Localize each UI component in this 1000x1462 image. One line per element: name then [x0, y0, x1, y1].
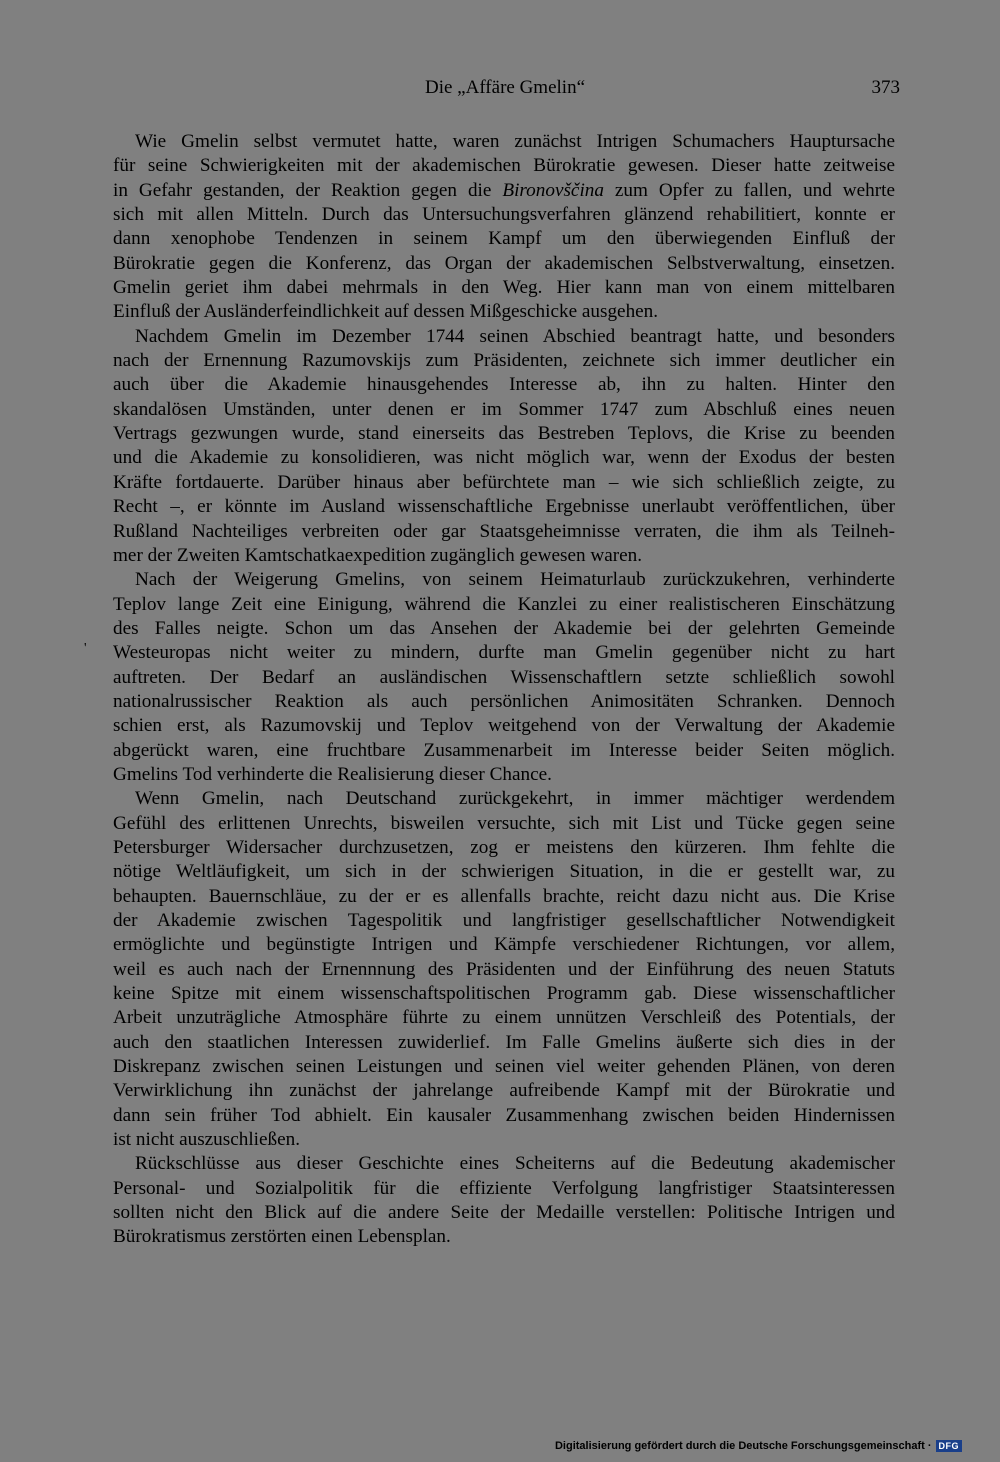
text-line: Westeuropas nicht weiter zu mindern, durfte man Gmelin gegenüber nicht zu hart	[113, 642, 895, 664]
text-line: Gmelin geriet ihm dabei mehrmals in den Weg. Hier kann man von einem mittelbaren	[113, 277, 895, 299]
footer-credit: Digitalisierung gefördert durch die Deutsche Forschungsgemeinschaft ·	[554, 1440, 932, 1452]
text-line: Arbeit unzuträgliche Atmosphäre führte zu einem unnützen Verschleiß des Potentials, der	[113, 1007, 895, 1029]
text-line: abgerückt waren, eine fruchtbare Zusammenarbeit im Interesse beider Seiten möglich.	[113, 739, 895, 761]
text-line: Gefühl des erlittenen Unrechts, bisweilen versuchte, sich mit List und Tücke gegen seine	[113, 812, 895, 834]
text-line: Einfluß der Ausländerfeindlichkeit auf dessen Mißgeschicke ausgehen.	[113, 301, 659, 323]
page-number: 373	[871, 77, 900, 98]
text-line: skandalösen Umständen, unter denen er im Sommer 1747 zum Abschluß eines neuen	[113, 398, 895, 420]
text-line: Bürokratismus zerstörten einen Lebensplan.	[113, 1226, 451, 1248]
dfg-logo-icon: DFG	[936, 1440, 963, 1452]
text-line: dann xenophobe Tendenzen in seinem Kampf um den überwiegenden Einfluß der	[113, 228, 895, 250]
text-line: dann sein früher Tod abhielt. Ein kausaler Zusammenhang zwischen beiden Hindernissen	[113, 1104, 895, 1126]
text-line: schien erst, als Razumovskij und Teplov weitgehend von der Verwaltung der Akademie	[113, 715, 895, 737]
text-line: Rußland Nachteiliges verbreiten oder gar Staatsgeheimnisse verraten, die ihm als Teilneh-	[113, 520, 895, 542]
paragraph	[113, 568, 895, 787]
text-line: sich mit allen Mitteln. Durch das Untersuchungsverfahren glänzend rehabilitiert, konnte er	[113, 204, 895, 226]
text-line: Petersburger Widersacher durchzusetzen, zog er meistens den kürzeren. Ihm fehlte die	[113, 836, 895, 858]
text-line: Personal- und Sozialpolitik für die effiziente Verfolgung langfristiger Staatsinteressen	[113, 1177, 895, 1199]
text-line: auftreten. Der Bedarf an ausländischen Wissenschaftlern setzte schließlich sowohl	[113, 666, 895, 688]
text-line: auch den staatlichen Interessen zuwiderlief. Im Falle Gmelins äußerte sich dies in der	[113, 1031, 895, 1053]
text-line: des Falles neigte. Schon um das Ansehen der Akademie bei der gelehrten Gemeinde	[113, 617, 895, 639]
text-line: auch über die Akademie hinausgehendes Interesse ab, ihn zu halten. Hinter den	[113, 374, 895, 396]
text-line: für seine Schwierigkeiten mit der akademischen Bürokratie gewesen. Dieser hatte zeitweise	[113, 155, 895, 177]
text-line: Wie Gmelin selbst vermutet hatte, waren zunächst Intrigen Schumachers Hauptursache	[135, 131, 895, 152]
text-line: Rückschlüsse aus dieser Geschichte eines Scheiterns auf die Bedeutung akademischer	[135, 1153, 895, 1175]
paragraph	[113, 1152, 895, 1249]
text-line: Verwirklichung ihn zunächst der jahrelange aufreibende Kampf mit der Bürokratie und	[113, 1080, 895, 1102]
body-text	[113, 130, 895, 1250]
text-line: behaupten. Bauernschläue, zu der er es allenfalls brachte, reicht dazu nicht aus. Die Krise	[113, 885, 895, 907]
text-line: Kräfte fortdauerte. Darüber hinaus aber befürchtete man – wie sich schließlich zeigte, zu	[113, 471, 895, 493]
text-line: Teplov lange Zeit eine Einigung, während die Kanzlei zu einer realistischeren Einschätzung	[113, 593, 895, 615]
text-line: sollten nicht den Blick auf die andere Seite der Medaille verstellen: Politische Intrigen und	[113, 1202, 895, 1224]
text-line: Gmelins Tod verhinderte die Realisierung dieser Chance.	[113, 763, 552, 785]
text-line: nationalrussischer Reaktion als auch persönlichen Animositäten Schranken. Dennoch	[113, 690, 895, 712]
text-line: mer der Zweiten Kamtschatkaexpedition zugänglich gewesen waren.	[113, 544, 643, 566]
text-line: ist nicht auszuschließen.	[113, 1129, 301, 1151]
text-line: Vertrags gezwungen wurde, stand einerseits das Bestreben Teplovs, die Krise zu beenden	[113, 423, 895, 445]
text-line: Diskrepanz zwischen seinen Leistungen und seinen viel weiter gehenden Plänen, von deren	[113, 1056, 895, 1078]
paragraph	[113, 325, 895, 568]
text-line: Wenn Gmelin, nach Deutschand zurückgekehrt, in immer mächtiger werdendem	[135, 788, 895, 810]
paragraph	[113, 130, 895, 325]
text-line: Bürokratie gegen die Konferenz, das Organ der akademischen Selbstverwaltung, einsetzen.	[113, 252, 895, 274]
text-line: nötige Weltläufigkeit, um sich in der schwierigen Situation, in die er gestellt war, zu	[113, 861, 895, 883]
text-line: nach der Ernennung Razumovskijs zum Präsidenten, zeichnete sich immer deutlicher ein	[113, 350, 895, 372]
text-line: weil es auch nach der Ernennnung des Präsidenten und der Einführung des neuen Statuts	[113, 958, 895, 980]
text-line: keine Spitze mit einem wissenschaftspolitischen Programm gab. Diese wissenschaftlicher	[113, 983, 895, 1005]
text-line: Nachdem Gmelin im Dezember 1744 seinen Abschied beantragt hatte, und besonders	[135, 325, 895, 347]
running-title: Die „Affäre Gmelin“	[424, 77, 585, 98]
text-line: ermöglichte und begünstigte Intrigen und Kämpfe verschiedener Richtungen, vor allem,	[113, 934, 895, 956]
text-line: Nach der Weigerung Gmelins, von seinem Heimaturlaub zurückzukehren, verhinderte	[135, 569, 895, 591]
running-head	[110, 74, 900, 104]
digitization-footer	[555, 1440, 962, 1452]
paragraph	[113, 787, 895, 1152]
italic-term: Bironovščina	[502, 179, 604, 201]
text-line: und die Akademie zu konsolidieren, was nicht möglich war, wenn der Exodus der besten	[113, 447, 895, 469]
text-line: der Akademie zwischen Tagespolitik und langfristiger gesellschaftlicher Notwendigkeit	[113, 910, 895, 931]
text-line: Recht –, er könnte im Ausland wissenschaftliche Ergebnisse unerlaubt veröffentlichen, über	[113, 496, 895, 518]
margin-mark: '	[84, 641, 87, 656]
text-line: in Gefahr gestanden, der Reaktion gegen die Bironovščina zum Opfer zu fallen, und wehrte	[113, 179, 895, 201]
